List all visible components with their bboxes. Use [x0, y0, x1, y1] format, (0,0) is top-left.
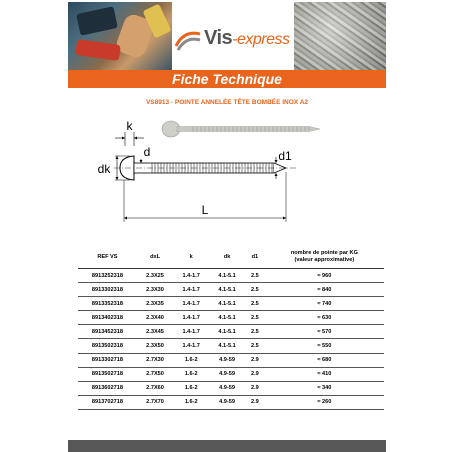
label-L: L	[201, 203, 209, 217]
footer-bar	[68, 440, 386, 452]
table-cell: 4.1-5.1	[209, 283, 245, 297]
table-row	[78, 381, 384, 395]
table-row	[78, 269, 384, 283]
table-cell: 8913402318	[78, 311, 137, 325]
nail-technical-drawing	[68, 110, 386, 235]
table-cell: 2.7X70	[137, 395, 173, 409]
table-cell: ≈ 550	[265, 339, 384, 353]
table-row	[78, 283, 384, 297]
swoosh-icon	[174, 26, 202, 52]
table-cell: 4.1-5.1	[209, 269, 245, 283]
col-dk: dk	[209, 246, 245, 269]
table-cell: 1.6-2	[173, 395, 209, 409]
table-row	[78, 367, 384, 381]
header-banner	[68, 2, 386, 70]
table-cell: 8913602718	[78, 381, 137, 395]
table-cell: 8913302318	[78, 283, 137, 297]
table-cell: 4.9-59	[209, 367, 245, 381]
table-cell: 2.3X35	[137, 297, 173, 311]
workshop-photo	[68, 2, 172, 70]
table-cell: 1.4-1.7	[173, 283, 209, 297]
table-cell: 1.6-2	[173, 353, 209, 367]
table-cell: 2.3X50	[137, 339, 173, 353]
table-cell: 8913352318	[78, 297, 137, 311]
spec-table	[78, 246, 384, 410]
table-cell: 2.5	[245, 325, 265, 339]
table-cell: 1.4-1.7	[173, 339, 209, 353]
table-cell: ≈ 680	[265, 353, 384, 367]
col-k: k	[173, 246, 209, 269]
table-cell: 8913302718	[78, 353, 137, 367]
table-cell: ≈ 570	[265, 325, 384, 339]
table-cell: 2.7X30	[137, 353, 173, 367]
table-cell: 2.5	[245, 269, 265, 283]
table-cell: 1.6-2	[173, 381, 209, 395]
table-cell: 4.1-5.1	[209, 339, 245, 353]
label-dk: dk	[97, 162, 111, 176]
table-cell: 2.5	[245, 339, 265, 353]
table-cell: 4.9-59	[209, 353, 245, 367]
table-cell: 8913502318	[78, 339, 137, 353]
table-row	[78, 325, 384, 339]
table-header-row	[78, 246, 384, 269]
brand-name: Vis-express	[204, 27, 290, 49]
table-cell: 4.9-59	[209, 381, 245, 395]
table-cell: 2.3X40	[137, 311, 173, 325]
table-row	[78, 311, 384, 325]
table-cell: ≈ 260	[265, 395, 384, 409]
table-cell: 2.7X60	[137, 381, 173, 395]
table-cell: ≈ 960	[265, 269, 384, 283]
table-row	[78, 395, 384, 409]
table-cell: 2.7X50	[137, 367, 173, 381]
table-cell: 2.3X30	[137, 283, 173, 297]
table-cell: 4.1-5.1	[209, 297, 245, 311]
table-cell: 2.9	[245, 395, 265, 409]
table-cell: ≈ 630	[265, 311, 384, 325]
product-subtitle: VS8913 - POINTE ANNELÉE TÊTE BOMBÉE INOX A2	[145, 99, 309, 106]
table-cell: 8913452318	[78, 325, 137, 339]
table-cell: 2.3X45	[137, 325, 173, 339]
table-cell: ≈ 410	[265, 367, 384, 381]
table-cell: 2.9	[245, 367, 265, 381]
table-cell: 1.6-2	[173, 367, 209, 381]
label-k: k	[126, 119, 133, 133]
table-cell: 2.5	[245, 297, 265, 311]
col-dxl: dxL	[137, 246, 173, 269]
table-cell: 4.1-5.1	[209, 325, 245, 339]
table-cell: 1.4-1.7	[173, 325, 209, 339]
table-row	[78, 353, 384, 367]
table-cell: 4.9-59	[209, 395, 245, 409]
nail-photo	[162, 121, 320, 137]
table-cell: 8913702718	[78, 395, 137, 409]
table-cell: 2.5	[245, 311, 265, 325]
table-cell: ≈ 740	[265, 297, 384, 311]
label-d1: d1	[278, 149, 292, 163]
table-cell: 1.4-1.7	[173, 311, 209, 325]
table-cell: 8913252318	[78, 269, 137, 283]
col-d1: d1	[245, 246, 265, 269]
table-cell: ≈ 340	[265, 381, 384, 395]
table-cell: 2.3X25	[137, 269, 173, 283]
table-cell: 8913502718	[78, 367, 137, 381]
table-row	[78, 297, 384, 311]
brand-logo	[174, 24, 294, 54]
table-cell: 1.4-1.7	[173, 269, 209, 283]
label-d: d	[143, 145, 151, 159]
col-qty-per-kg: nombre de pointe par KG (valeur approximative)	[265, 246, 384, 269]
page-title: Fiche Technique	[68, 70, 386, 88]
table-cell: 2.9	[245, 353, 265, 367]
table-cell: 1.4-1.7	[173, 297, 209, 311]
table-cell: 2.9	[245, 381, 265, 395]
screws-photo	[294, 2, 386, 70]
table-cell: ≈ 840	[265, 283, 384, 297]
col-ref: REF VS	[78, 246, 137, 269]
table-cell: 4.1-5.1	[209, 311, 245, 325]
table-cell: 2.5	[245, 283, 265, 297]
table-row	[78, 339, 384, 353]
